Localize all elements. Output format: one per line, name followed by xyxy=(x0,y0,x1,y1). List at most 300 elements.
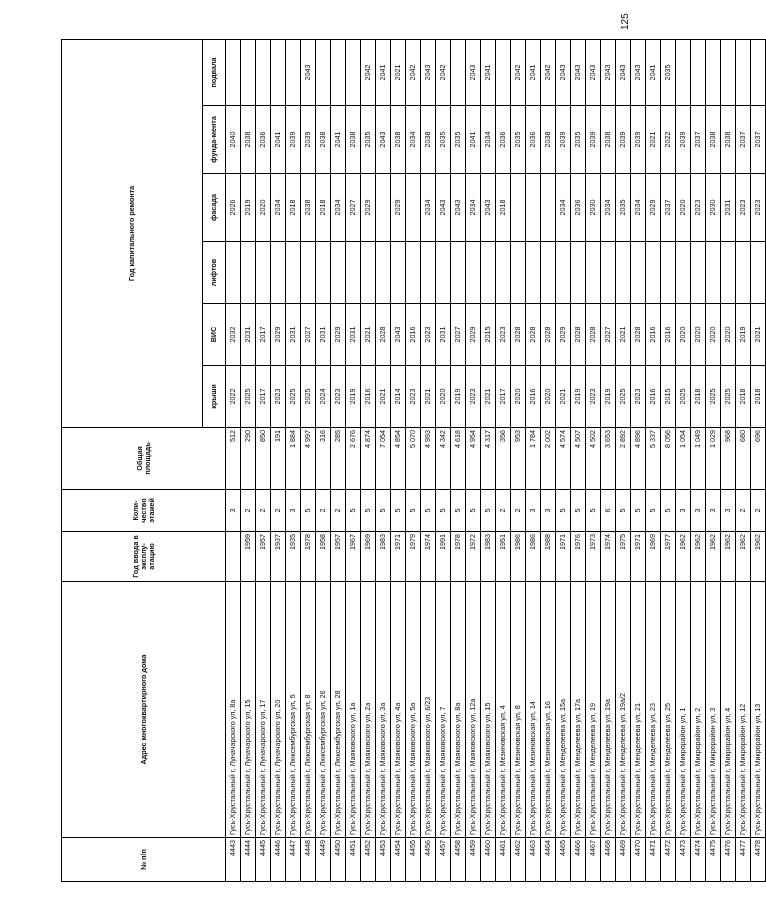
table-row xyxy=(421,40,436,882)
table-cell xyxy=(751,242,766,304)
header-foundation: фунда-мента xyxy=(203,106,226,174)
table-cell: 2043 xyxy=(391,304,406,366)
table-cell: 5 xyxy=(436,490,451,532)
table-row xyxy=(316,40,331,882)
table-cell xyxy=(451,40,466,106)
table-cell xyxy=(226,40,241,106)
table-cell: 2017 xyxy=(256,304,271,366)
table-cell: 2029 xyxy=(556,304,571,366)
table-cell: 2042 xyxy=(406,40,421,106)
table-cell: 2022 xyxy=(661,106,676,174)
table-cell: 6 xyxy=(601,490,616,532)
table-cell: 2043 xyxy=(601,40,616,106)
table-cell: 1959 xyxy=(241,532,256,582)
table-cell: 2027 xyxy=(601,304,616,366)
header-address: Адрес многоквартирного дома xyxy=(62,582,226,838)
table-cell: 2020 xyxy=(541,366,556,428)
table-cell: 4473 xyxy=(676,838,691,882)
table-cell xyxy=(541,242,556,304)
table-cell: Гусь-Хрустальный г, Маяковского ул, 7 xyxy=(436,582,451,838)
table-cell: 2019 xyxy=(241,174,256,242)
table-cell: 5 xyxy=(451,490,466,532)
table-cell: 2043 xyxy=(376,106,391,174)
table-cell: 953 xyxy=(511,428,526,490)
table-cell xyxy=(721,242,736,304)
table-cell: 2019 xyxy=(736,304,751,366)
table-cell: 1962 xyxy=(691,532,706,582)
table-cell: 2025 xyxy=(616,366,631,428)
table-cell: Гусь-Хрустальный г, Менделеева ул, 19 xyxy=(586,582,601,838)
table-cell xyxy=(691,242,706,304)
table-row xyxy=(436,40,451,882)
table-cell: 2031 xyxy=(241,304,256,366)
table-cell: Гусь-Хрустальный г, Менделеева ул, 23 xyxy=(646,582,661,838)
table-cell: 2038 xyxy=(241,106,256,174)
table-cell: 2034 xyxy=(331,174,346,242)
table-cell: 2040 xyxy=(226,106,241,174)
table-cell: 2020 xyxy=(511,366,526,428)
table-cell: 4451 xyxy=(346,838,361,882)
table-cell: 2037 xyxy=(661,174,676,242)
table-cell: 1991 xyxy=(436,532,451,582)
table-row xyxy=(241,40,256,882)
table-cell xyxy=(511,242,526,304)
table-cell: 4 342 xyxy=(436,428,451,490)
table-cell: 1983 xyxy=(376,532,391,582)
table-row xyxy=(751,40,766,882)
table-cell: 4454 xyxy=(391,838,406,882)
table-cell: 2026 xyxy=(226,174,241,242)
table-cell: 4458 xyxy=(451,838,466,882)
table-cell: Гусь-Хрустальный г, Менделеева ул, 19а xyxy=(601,582,616,838)
table-cell: Гусь-Хрустальный г, Люксембургская ул, 28 xyxy=(331,582,346,838)
table-cell: 2018 xyxy=(736,366,751,428)
table-cell: 2043 xyxy=(631,40,646,106)
table-row xyxy=(556,40,571,882)
table-cell: 2021 xyxy=(376,366,391,428)
table-cell: 2035 xyxy=(451,106,466,174)
table-cell xyxy=(511,174,526,242)
table-cell xyxy=(616,242,631,304)
table-cell: 4476 xyxy=(721,838,736,882)
table-cell xyxy=(751,40,766,106)
table-cell: 2043 xyxy=(466,40,481,106)
table-cell: 5 070 xyxy=(406,428,421,490)
table-cell: 512 xyxy=(226,428,241,490)
table-row xyxy=(616,40,631,882)
header-vis: ВИС xyxy=(203,304,226,366)
table-cell: 2028 xyxy=(526,304,541,366)
table-cell: 2038 xyxy=(391,106,406,174)
table-cell xyxy=(241,40,256,106)
table-cell: 4467 xyxy=(586,838,601,882)
table-cell: 1935 xyxy=(286,532,301,582)
table-cell xyxy=(346,40,361,106)
table-cell xyxy=(571,242,586,304)
table-cell: 2037 xyxy=(751,106,766,174)
table-cell: 2041 xyxy=(481,40,496,106)
table-cell: 2016 xyxy=(646,366,661,428)
table-cell: 191 xyxy=(271,428,286,490)
table-cell: 2036 xyxy=(526,106,541,174)
table-cell: 1971 xyxy=(631,532,646,582)
table-cell: 2020 xyxy=(256,174,271,242)
table-cell: 5 xyxy=(361,490,376,532)
table-cell: 2025 xyxy=(286,366,301,428)
table-cell: 2 xyxy=(271,490,286,532)
table-cell: 2018 xyxy=(691,366,706,428)
table-cell: Гусь-Хрустальный г, Маяковского ул, 4а xyxy=(391,582,406,838)
table-cell: 4471 xyxy=(646,838,661,882)
table-cell: 2042 xyxy=(436,40,451,106)
table-cell xyxy=(706,40,721,106)
table-row xyxy=(361,40,376,882)
table-cell xyxy=(331,40,346,106)
table-cell: 1969 xyxy=(646,532,661,582)
table-cell xyxy=(736,242,751,304)
table-cell: 2028 xyxy=(541,304,556,366)
table-cell: 2014 xyxy=(391,366,406,428)
table-cell: 3 xyxy=(676,490,691,532)
table-cell: 4469 xyxy=(616,838,631,882)
table-cell: 2036 xyxy=(256,106,271,174)
table-cell: 5 xyxy=(646,490,661,532)
header-elevators: лифтов xyxy=(203,242,226,304)
table-cell: 2023 xyxy=(496,304,511,366)
table-cell: 5 xyxy=(346,490,361,532)
table-cell: 5 xyxy=(556,490,571,532)
table-cell xyxy=(376,174,391,242)
table-cell: 2020 xyxy=(436,366,451,428)
table-cell: 2019 xyxy=(601,366,616,428)
table-cell: 2039 xyxy=(556,106,571,174)
table-cell: 2025 xyxy=(676,366,691,428)
table-cell: Гусь-Хрустальный г, Маяковского ул, 2а xyxy=(361,582,376,838)
table-cell: Гусь-Хрустальный г, Микрорайон ул, 1 xyxy=(676,582,691,838)
table-row xyxy=(526,40,541,882)
table-cell: 2038 xyxy=(421,106,436,174)
table-row xyxy=(451,40,466,882)
table-cell: 4456 xyxy=(421,838,436,882)
table-cell: 1983 xyxy=(481,532,496,582)
table-cell: 2021 xyxy=(616,304,631,366)
table-row xyxy=(271,40,286,882)
table-cell: 2 xyxy=(511,490,526,532)
table-cell: 2038 xyxy=(706,106,721,174)
table-cell: 2015 xyxy=(481,304,496,366)
table-cell: 1967 xyxy=(346,532,361,582)
table-cell: 4443 xyxy=(226,838,241,882)
table-cell xyxy=(286,40,301,106)
table-cell: 2038 xyxy=(301,174,316,242)
table-cell: 2035 xyxy=(616,174,631,242)
table-cell xyxy=(631,242,646,304)
table-cell: 1973 xyxy=(586,532,601,582)
table-cell: 2037 xyxy=(691,106,706,174)
table-cell: 2015 xyxy=(661,366,676,428)
table-cell: 2019 xyxy=(571,366,586,428)
table-cell: Гусь-Хрустальный г, Луначарского ул, 8а xyxy=(226,582,241,838)
table-cell: 2021 xyxy=(361,304,376,366)
table-cell: 2 xyxy=(241,490,256,532)
table-cell: 4455 xyxy=(406,838,421,882)
table-cell: 4449 xyxy=(316,838,331,882)
table-cell: 1 784 xyxy=(526,428,541,490)
table-cell: 4 954 xyxy=(466,428,481,490)
table-cell: 2020 xyxy=(676,174,691,242)
table-cell: 2029 xyxy=(391,174,406,242)
table-cell: 2 xyxy=(736,490,751,532)
table-cell: 4465 xyxy=(556,838,571,882)
table-cell: 1971 xyxy=(556,532,571,582)
table-cell: 2031 xyxy=(286,304,301,366)
table-cell: 4461 xyxy=(496,838,511,882)
table-row xyxy=(571,40,586,882)
table-cell xyxy=(256,40,271,106)
table-cell: 4475 xyxy=(706,838,721,882)
table-cell xyxy=(541,174,556,242)
table-cell: 2 xyxy=(316,490,331,532)
table-cell: 1969 xyxy=(361,532,376,582)
table-cell: 2016 xyxy=(661,304,676,366)
table-cell: 2021 xyxy=(646,106,661,174)
table-cell: 2043 xyxy=(481,174,496,242)
table-cell: 5 xyxy=(481,490,496,532)
table-row xyxy=(586,40,601,882)
table-cell: Гусь-Хрустальный г, Мезиновская ул, 8 xyxy=(511,582,526,838)
table-cell: 316 xyxy=(316,428,331,490)
table-cell: 1 029 xyxy=(706,428,721,490)
table-cell: 4457 xyxy=(436,838,451,882)
table-cell: Гусь-Хрустальный г, Луначарского ул, 15 xyxy=(241,582,256,838)
table-cell xyxy=(481,242,496,304)
table-cell: 2034 xyxy=(406,106,421,174)
table-cell: 4468 xyxy=(601,838,616,882)
table-cell xyxy=(316,242,331,304)
table-cell: 3 653 xyxy=(601,428,616,490)
table-cell: 2016 xyxy=(646,304,661,366)
table-cell: 2038 xyxy=(721,106,736,174)
table-cell xyxy=(646,242,661,304)
header-basement: подвала xyxy=(203,40,226,106)
table-cell xyxy=(706,242,721,304)
table-cell: 2023 xyxy=(691,174,706,242)
table-cell: 2023 xyxy=(586,366,601,428)
table-cell: 5 xyxy=(586,490,601,532)
table-cell: 2029 xyxy=(466,304,481,366)
rotated-table-container xyxy=(61,40,762,882)
table-cell: 4 993 xyxy=(421,428,436,490)
table-cell: 2034 xyxy=(271,174,286,242)
table-cell: Гусь-Хрустальный г, Менделеева ул, 19а/2 xyxy=(616,582,631,838)
table-cell: 4446 xyxy=(271,838,286,882)
table-cell: 2035 xyxy=(661,40,676,106)
table-row xyxy=(706,40,721,882)
table-cell xyxy=(406,174,421,242)
table-row xyxy=(331,40,346,882)
table-cell: 2038 xyxy=(541,106,556,174)
table-cell xyxy=(421,242,436,304)
table-cell: 2020 xyxy=(691,304,706,366)
table-cell: 4470 xyxy=(631,838,646,882)
table-cell: 2039 xyxy=(631,106,646,174)
table-cell: Гусь-Хрустальный г, Маяковского ул, 1а xyxy=(346,582,361,838)
table-cell: 2041 xyxy=(526,40,541,106)
table-cell: 4464 xyxy=(541,838,556,882)
table-cell: 2023 xyxy=(331,366,346,428)
page-number: 125 xyxy=(620,13,631,30)
table-cell: Гусь-Хрустальный г, Мезиновская ул, 4 xyxy=(496,582,511,838)
table-cell: 2038 xyxy=(346,106,361,174)
table-cell: 2042 xyxy=(361,40,376,106)
table-cell: 1978 xyxy=(451,532,466,582)
repair-schedule-table xyxy=(61,39,766,882)
table-cell: 2036 xyxy=(571,174,586,242)
table-row xyxy=(661,40,676,882)
table-cell: 5 337 xyxy=(646,428,661,490)
table-row xyxy=(466,40,481,882)
table-row xyxy=(391,40,406,882)
table-cell xyxy=(361,242,376,304)
table-cell: 4 502 xyxy=(586,428,601,490)
table-cell: 968 xyxy=(721,428,736,490)
table-cell xyxy=(736,40,751,106)
table-cell: 2036 xyxy=(496,106,511,174)
table-cell: 2 xyxy=(496,490,511,532)
table-cell xyxy=(676,40,691,106)
table-cell: 2041 xyxy=(646,40,661,106)
table-cell: 2031 xyxy=(436,304,451,366)
table-cell: 2023 xyxy=(406,366,421,428)
table-cell: 5 xyxy=(616,490,631,532)
table-cell: 4 574 xyxy=(556,428,571,490)
table-cell: 2029 xyxy=(646,174,661,242)
table-cell xyxy=(226,532,241,582)
table-cell: 2038 xyxy=(601,106,616,174)
table-cell: 5 xyxy=(391,490,406,532)
table-cell: 2022 xyxy=(226,366,241,428)
table-cell: 1986 xyxy=(511,532,526,582)
table-cell: 2030 xyxy=(586,174,601,242)
table-cell: 2043 xyxy=(571,40,586,106)
table-cell: 2043 xyxy=(451,174,466,242)
table-cell: 2039 xyxy=(616,106,631,174)
table-cell: 2023 xyxy=(751,174,766,242)
table-cell: 1962 xyxy=(736,532,751,582)
table-cell xyxy=(271,40,286,106)
table-row xyxy=(256,40,271,882)
table-cell xyxy=(721,40,736,106)
table-cell: 2 xyxy=(256,490,271,532)
table-cell: 2041 xyxy=(376,40,391,106)
header-floors: Коли-чество этажей xyxy=(62,490,226,532)
table-cell: 4 618 xyxy=(451,428,466,490)
table-row xyxy=(481,40,496,882)
table-cell: Гусь-Хрустальный г, Микрорайон ул, 12 xyxy=(736,582,751,838)
table-cell: 2023 xyxy=(631,366,646,428)
table-cell: 2042 xyxy=(511,40,526,106)
table-cell: 1977 xyxy=(661,532,676,582)
table-cell: 5 xyxy=(406,490,421,532)
header-roof: крыши xyxy=(203,366,226,428)
table-cell: 1937 xyxy=(271,532,286,582)
table-cell: Гусь-Хрустальный г, Микрорайон ул, 13 xyxy=(751,582,766,838)
table-cell: 4445 xyxy=(256,838,271,882)
table-cell xyxy=(346,242,361,304)
table-cell: 2035 xyxy=(511,106,526,174)
table-cell xyxy=(586,242,601,304)
table-cell: Гусь-Хрустальный г, Мезиновская ул, 16 xyxy=(541,582,556,838)
table-cell: 2039 xyxy=(286,106,301,174)
table-cell: 4478 xyxy=(751,838,766,882)
table-cell xyxy=(331,242,346,304)
table-cell: 5 xyxy=(301,490,316,532)
table-cell: Гусь-Хрустальный г, Люксембургская ул, 26 xyxy=(316,582,331,838)
table-cell: 2029 xyxy=(361,174,376,242)
table-cell: 3 xyxy=(706,490,721,532)
table-cell: 285 xyxy=(331,428,346,490)
table-cell: 2029 xyxy=(271,304,286,366)
table-cell: 2031 xyxy=(346,304,361,366)
table-cell: 2016 xyxy=(526,366,541,428)
table-row xyxy=(676,40,691,882)
table-cell xyxy=(286,242,301,304)
table-cell: 1975 xyxy=(616,532,631,582)
table-cell: 2035 xyxy=(571,106,586,174)
table-cell: 5 xyxy=(571,490,586,532)
table-cell: Гусь-Хрустальный г, Микрорайон ул, 4 xyxy=(721,582,736,838)
table-cell: 2016 xyxy=(361,366,376,428)
table-cell: 7 054 xyxy=(376,428,391,490)
table-cell xyxy=(406,242,421,304)
table-cell: 2034 xyxy=(481,106,496,174)
table-cell xyxy=(241,242,256,304)
table-cell: 2028 xyxy=(376,304,391,366)
table-cell: 1962 xyxy=(706,532,721,582)
table-cell: 2043 xyxy=(301,40,316,106)
table-cell: 4466 xyxy=(571,838,586,882)
table-cell: 2020 xyxy=(721,304,736,366)
table-row xyxy=(721,40,736,882)
table-cell: 2 676 xyxy=(346,428,361,490)
table-cell: 2035 xyxy=(361,106,376,174)
table-cell: 1972 xyxy=(466,532,481,582)
table-cell xyxy=(391,242,406,304)
table-row xyxy=(376,40,391,882)
table-cell: 2018 xyxy=(496,174,511,242)
table-cell xyxy=(256,242,271,304)
header-area: Общая площадь xyxy=(62,428,226,490)
table-cell: 4460 xyxy=(481,838,496,882)
table-cell: 3 xyxy=(226,490,241,532)
table-cell xyxy=(556,242,571,304)
table-cell: 850 xyxy=(256,428,271,490)
table-cell: 2018 xyxy=(316,174,331,242)
table-cell: 1957 xyxy=(256,532,271,582)
table-cell: Гусь-Хрустальный г, Луначарского ул, 20 xyxy=(271,582,286,838)
table-cell: 2021 xyxy=(421,366,436,428)
table-row xyxy=(496,40,511,882)
table-cell: 2034 xyxy=(421,174,436,242)
table-cell: 2024 xyxy=(316,366,331,428)
table-cell xyxy=(526,242,541,304)
table-body xyxy=(226,40,766,882)
table-row xyxy=(541,40,556,882)
table-cell: Гусь-Хрустальный г, Маяковского ул, 3а xyxy=(376,582,391,838)
table-cell: 2027 xyxy=(301,304,316,366)
table-cell: 356 xyxy=(496,428,511,490)
table-cell: 3 xyxy=(691,490,706,532)
